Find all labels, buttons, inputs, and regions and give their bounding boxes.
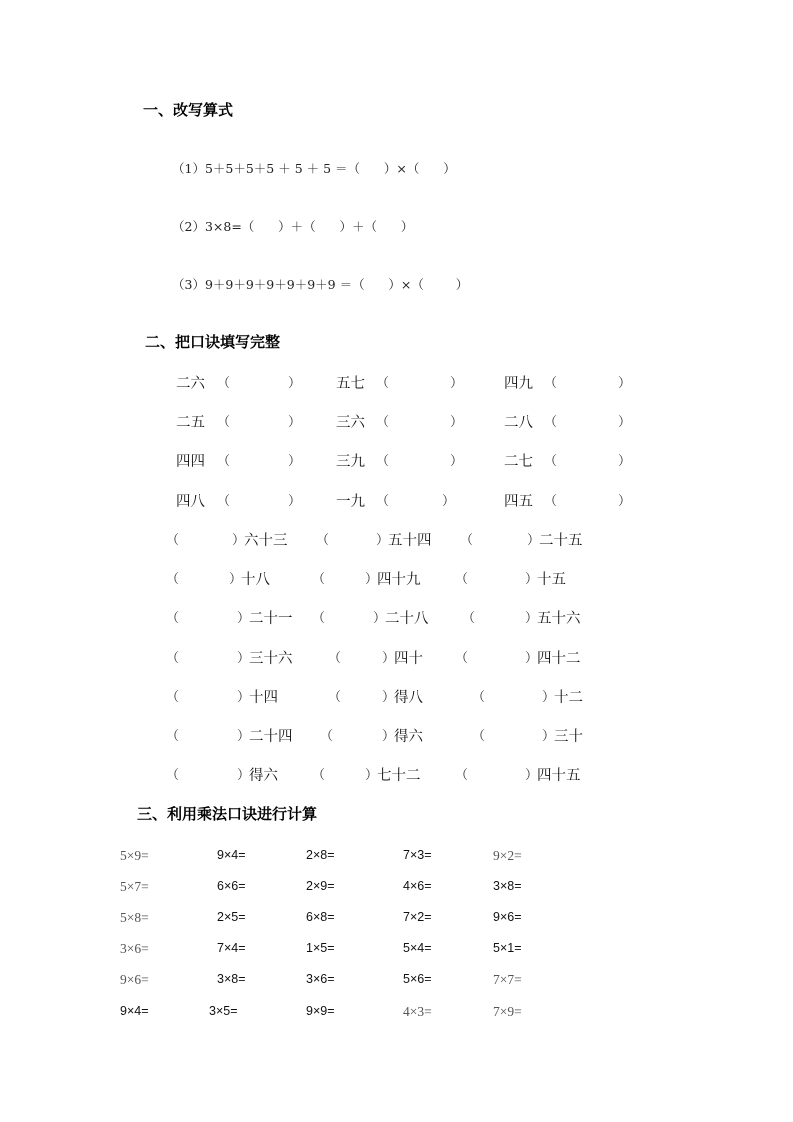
close-paren: ） xyxy=(232,533,246,548)
open-paren: （ xyxy=(166,611,180,626)
open-paren: （ xyxy=(376,415,390,430)
open-paren: （ xyxy=(166,651,180,666)
multiplication-problem: 5×8= xyxy=(120,910,149,925)
close-paren: ） xyxy=(525,611,539,626)
item-label: （3） xyxy=(172,277,205,292)
open-paren: （ xyxy=(217,415,231,430)
multiplication-problem: 5×4= xyxy=(403,941,432,955)
multiplication-problem: 9×4= xyxy=(217,848,246,862)
close-paren: ） xyxy=(527,533,541,548)
multiplication-rhyme-suffix: 二十八 xyxy=(385,611,429,627)
close-paren: ） xyxy=(229,572,243,587)
multiplication-problem: 3×6= xyxy=(306,972,335,986)
close-paren: ） xyxy=(376,533,390,548)
open-paren: （ xyxy=(312,768,326,783)
close-paren: ） xyxy=(450,376,464,391)
item-label: （2） xyxy=(172,219,205,234)
multiplication-rhyme-suffix: 四十五 xyxy=(537,768,581,784)
multiplication-rhyme-suffix: 得六 xyxy=(249,768,278,784)
multiplication-problem: 9×2= xyxy=(493,848,522,863)
close-paren: ） xyxy=(288,454,302,469)
multiplication-problem: 5×6= xyxy=(403,972,432,986)
close-paren: ） xyxy=(237,768,251,783)
open-paren: （ xyxy=(166,768,180,783)
open-paren: （ xyxy=(376,494,390,509)
multiplication-problem: 7×3= xyxy=(403,848,432,862)
multiplication-problem: 4×3= xyxy=(403,1004,432,1019)
close-paren: ） xyxy=(237,729,251,744)
multiplication-rhyme-prefix: 四五 xyxy=(504,494,533,510)
multiplication-problem: 4×6= xyxy=(403,879,432,893)
close-paren: ） xyxy=(618,494,632,509)
multiplication-rhyme-suffix: 七十二 xyxy=(377,768,421,784)
multiplication-rhyme-suffix: 六十三 xyxy=(244,533,288,549)
open-paren: （ xyxy=(312,611,326,626)
open-paren: （ xyxy=(472,690,486,705)
multiplication-rhyme-prefix: 四八 xyxy=(176,494,205,510)
open-paren: （ xyxy=(376,454,390,469)
close-paren: ） xyxy=(542,729,556,744)
close-paren: ） xyxy=(525,572,539,587)
close-paren: ） xyxy=(450,415,464,430)
close-paren: ） xyxy=(618,415,632,430)
multiplication-rhyme-suffix: 十二 xyxy=(554,690,583,706)
multiplication-rhyme-suffix: 五十四 xyxy=(388,533,432,549)
multiplication-problem: 7×7= xyxy=(493,972,522,987)
multiplication-rhyme-prefix: 五七 xyxy=(336,376,365,392)
open-paren: （ xyxy=(166,533,180,548)
item-expression: 3×8=（ ）＋（ ）＋（ ） xyxy=(204,219,414,234)
close-paren: ） xyxy=(618,454,632,469)
open-paren: （ xyxy=(544,454,558,469)
multiplication-rhyme-suffix: 五十六 xyxy=(537,611,581,627)
multiplication-rhyme-prefix: 四九 xyxy=(504,376,533,392)
close-paren: ） xyxy=(525,768,539,783)
open-paren: （ xyxy=(460,533,474,548)
close-paren: ） xyxy=(365,572,379,587)
multiplication-problem: 6×6= xyxy=(217,879,246,893)
close-paren: ） xyxy=(450,454,464,469)
multiplication-rhyme-prefix: 四四 xyxy=(176,454,205,470)
section-2-title: 二、把口诀填写完整 xyxy=(145,333,281,351)
close-paren: ） xyxy=(618,376,632,391)
close-paren: ） xyxy=(237,690,251,705)
close-paren: ） xyxy=(373,611,387,626)
close-paren: ） xyxy=(525,651,539,666)
multiplication-rhyme-suffix: 得八 xyxy=(394,690,423,706)
multiplication-problem: 5×9= xyxy=(120,848,149,863)
multiplication-rhyme-suffix: 四十九 xyxy=(377,572,421,588)
multiplication-rhyme-suffix: 二十一 xyxy=(249,611,293,627)
section-1-title: 一、改写算式 xyxy=(143,101,234,119)
multiplication-problem: 5×1= xyxy=(493,941,522,955)
open-paren: （ xyxy=(544,415,558,430)
open-paren: （ xyxy=(328,690,342,705)
multiplication-problem: 9×9= xyxy=(306,1004,335,1018)
close-paren: ） xyxy=(237,651,251,666)
multiplication-rhyme-suffix: 三十 xyxy=(554,729,583,745)
rewrite-item-3 xyxy=(172,275,468,293)
open-paren: （ xyxy=(376,376,390,391)
multiplication-rhyme-prefix: 二五 xyxy=(176,415,205,431)
multiplication-problem: 6×8= xyxy=(306,910,335,924)
close-paren: ） xyxy=(288,415,302,430)
open-paren: （ xyxy=(166,690,180,705)
multiplication-rhyme-prefix: 三六 xyxy=(336,415,365,431)
open-paren: （ xyxy=(217,454,231,469)
multiplication-problem: 2×5= xyxy=(217,910,246,924)
multiplication-problem: 9×6= xyxy=(120,972,149,987)
multiplication-rhyme-prefix: 二七 xyxy=(504,454,533,470)
close-paren: ） xyxy=(382,729,396,744)
open-paren: （ xyxy=(312,572,326,587)
multiplication-problem: 2×9= xyxy=(306,879,335,893)
close-paren: ） xyxy=(382,690,396,705)
multiplication-rhyme-suffix: 十五 xyxy=(537,572,566,588)
multiplication-problem: 9×6= xyxy=(493,910,522,924)
close-paren: ） xyxy=(542,690,556,705)
rewrite-item-2 xyxy=(172,217,413,235)
rewrite-item-1 xyxy=(172,159,456,177)
multiplication-rhyme-prefix: 三九 xyxy=(336,454,365,470)
item-label: （1） xyxy=(172,161,205,176)
multiplication-problem: 7×9= xyxy=(493,1004,522,1019)
open-paren: （ xyxy=(217,494,231,509)
close-paren: ） xyxy=(365,768,379,783)
open-paren: （ xyxy=(544,494,558,509)
multiplication-rhyme-suffix: 四十二 xyxy=(537,651,581,667)
open-paren: （ xyxy=(217,376,231,391)
multiplication-problem: 1×5= xyxy=(306,941,335,955)
open-paren: （ xyxy=(166,572,180,587)
multiplication-problem: 3×8= xyxy=(217,972,246,986)
section-3-title: 三、利用乘法口诀进行计算 xyxy=(137,805,318,823)
open-paren: （ xyxy=(328,651,342,666)
multiplication-problem: 7×4= xyxy=(217,941,246,955)
multiplication-rhyme-prefix: 一九 xyxy=(336,494,365,510)
multiplication-problem: 3×5= xyxy=(209,1004,238,1018)
item-expression: 5＋5＋5＋5 ＋ 5 ＋ 5 ＝（ ）×（ ） xyxy=(204,161,456,176)
close-paren: ） xyxy=(237,611,251,626)
open-paren: （ xyxy=(320,729,334,744)
open-paren: （ xyxy=(316,533,330,548)
multiplication-rhyme-suffix: 得六 xyxy=(394,729,423,745)
close-paren: ） xyxy=(382,651,396,666)
open-paren: （ xyxy=(544,376,558,391)
multiplication-rhyme-prefix: 二八 xyxy=(504,415,533,431)
open-paren: （ xyxy=(455,651,469,666)
open-paren: （ xyxy=(455,572,469,587)
multiplication-rhyme-suffix: 十四 xyxy=(249,690,278,706)
multiplication-rhyme-suffix: 二十五 xyxy=(539,533,583,549)
close-paren: ） xyxy=(288,494,302,509)
close-paren: ） xyxy=(288,376,302,391)
multiplication-problem: 5×7= xyxy=(120,879,149,894)
multiplication-problem: 3×8= xyxy=(493,879,522,893)
open-paren: （ xyxy=(462,611,476,626)
open-paren: （ xyxy=(472,729,486,744)
multiplication-rhyme-suffix: 三十六 xyxy=(249,651,293,667)
multiplication-rhyme-suffix: 二十四 xyxy=(249,729,293,745)
open-paren: （ xyxy=(455,768,469,783)
item-expression: 9＋9＋9＋9＋9＋9＋9 ＝（ ）×（ ） xyxy=(204,277,469,292)
close-paren: ） xyxy=(442,494,456,509)
multiplication-problem: 9×4= xyxy=(120,1004,149,1018)
multiplication-problem: 7×2= xyxy=(403,910,432,924)
multiplication-problem: 3×6= xyxy=(120,941,149,956)
multiplication-rhyme-suffix: 十八 xyxy=(241,572,270,588)
multiplication-rhyme-prefix: 二六 xyxy=(176,376,205,392)
open-paren: （ xyxy=(166,729,180,744)
multiplication-problem: 2×8= xyxy=(306,848,335,862)
multiplication-rhyme-suffix: 四十 xyxy=(394,651,423,667)
